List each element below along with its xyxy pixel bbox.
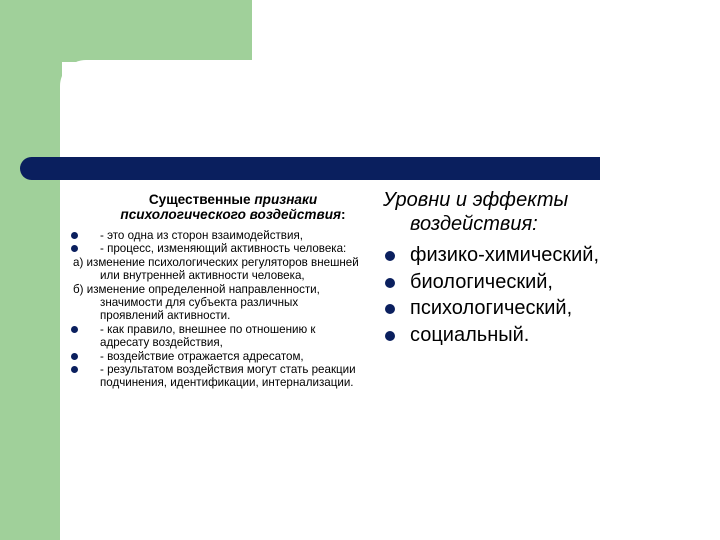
left-heading-normal: Существенные — [148, 192, 255, 207]
bullet-icon — [71, 326, 78, 333]
level-item-text: физико-химический, — [410, 244, 600, 266]
bullet-icon — [385, 331, 395, 341]
level-item — [383, 322, 703, 349]
right-column — [383, 188, 703, 348]
title-bar — [20, 157, 600, 180]
level-item-text: социальный. — [410, 323, 530, 346]
level-item-text: биологический, — [410, 270, 553, 293]
list-item — [73, 229, 363, 242]
level-item-text: психологический, — [410, 297, 573, 320]
level-item — [383, 295, 703, 322]
list-item — [73, 363, 363, 390]
left-heading-italic: признаки психологического воздействия — [120, 192, 342, 222]
bullet-icon — [71, 353, 78, 360]
right-heading-line1: Уровни и эффекты — [383, 189, 569, 211]
list-item-text: - это одна из сторон взаимодействия, — [100, 229, 303, 242]
level-item — [383, 242, 703, 269]
bullet-icon — [71, 245, 78, 252]
bullet-icon — [385, 304, 395, 314]
sub-item-a: а) изменение психологических регуляторов внешней или внутренней активности человека, — [73, 255, 359, 283]
list-item-text: - результатом воздействия могут стать реакции подчинения, идентификации, интернализации. — [100, 363, 356, 390]
left-heading-colon: : — [341, 207, 346, 222]
bullet-icon — [71, 232, 78, 239]
list-item-text: - процесс, изменяющий активность человека: — [100, 242, 347, 256]
level-item — [383, 269, 703, 296]
green-left-strip — [0, 0, 62, 540]
right-heading-line2: воздействия: — [410, 213, 538, 235]
bullet-icon — [71, 366, 78, 373]
list-item — [73, 323, 363, 350]
bullet-icon — [385, 251, 395, 261]
list-item — [73, 242, 363, 255]
levels-list — [383, 242, 703, 348]
left-heading — [103, 192, 363, 222]
list-item-text: - как правило, внешнее по отношению к адресату воздействия, — [100, 322, 316, 350]
sub-item-b: б) изменение определенной направленности, значимости для субъекта различных проявлений активности. — [73, 282, 320, 323]
list-item — [73, 350, 363, 363]
bullet-icon — [385, 278, 395, 288]
left-column — [73, 192, 363, 390]
right-heading — [383, 188, 703, 236]
list-item-text: - воздействие отражается адресатом, — [100, 349, 304, 363]
